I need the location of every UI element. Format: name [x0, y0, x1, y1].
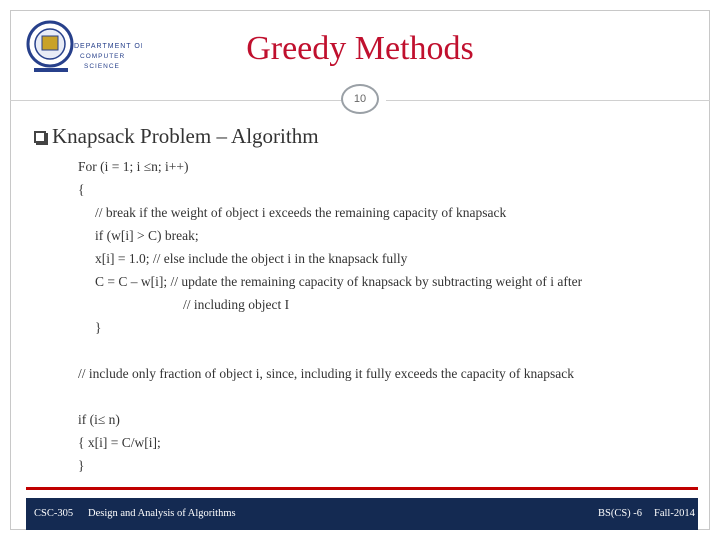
footer-rule	[26, 487, 698, 490]
page-number-badge: 10	[341, 84, 379, 114]
code-line-4: if (w[i] > C) break;	[95, 228, 199, 243]
section-heading	[34, 124, 319, 149]
code-line-5: x[i] = 1.0; // else include the object i in the knapsack fully	[95, 251, 408, 266]
code-line-9: // include only fraction of object i, since, including it fully exceeds the capacity of knapsack	[78, 366, 574, 381]
code-line-6: C = C – w[i]; // update the remaining capacity of knapsack by subtracting weight of i after	[95, 274, 583, 289]
code-line-3: // break if the weight of object i exceeds the remaining capacity of knapsack	[95, 205, 507, 220]
section-heading-text: Knapsack Problem – Algorithm	[52, 124, 319, 148]
code-line-12: }	[78, 458, 85, 473]
footer-bar	[26, 498, 698, 530]
code-line-2: {	[78, 182, 85, 197]
code-line-7: // including object I	[183, 297, 290, 312]
code-line-1: For (i = 1; i ≤n; i++)	[78, 159, 189, 174]
footer-course-code: CSC-305	[34, 508, 74, 519]
code-line-11: { x[i] = C/w[i];	[78, 435, 161, 450]
logo-line-2: COMPUTER	[80, 53, 126, 60]
slide-title: Greedy Methods	[246, 30, 474, 67]
footer-course-name: Design and Analysis of Algorithms	[88, 508, 236, 519]
department-logo	[22, 18, 142, 74]
logo-line-1: DEPARTMENT OF	[74, 43, 142, 50]
header-rule-right	[386, 100, 710, 101]
code-line-10: if (i≤ n)	[78, 412, 120, 427]
code-line-8: }	[95, 320, 102, 335]
header-rule-left	[10, 100, 345, 101]
checkbox-bullet-icon	[34, 131, 46, 143]
logo-line-3: SCIENCE	[84, 63, 120, 70]
footer-program: BS(CS) -6	[598, 508, 643, 519]
footer-term: Fall-2014	[654, 508, 695, 519]
